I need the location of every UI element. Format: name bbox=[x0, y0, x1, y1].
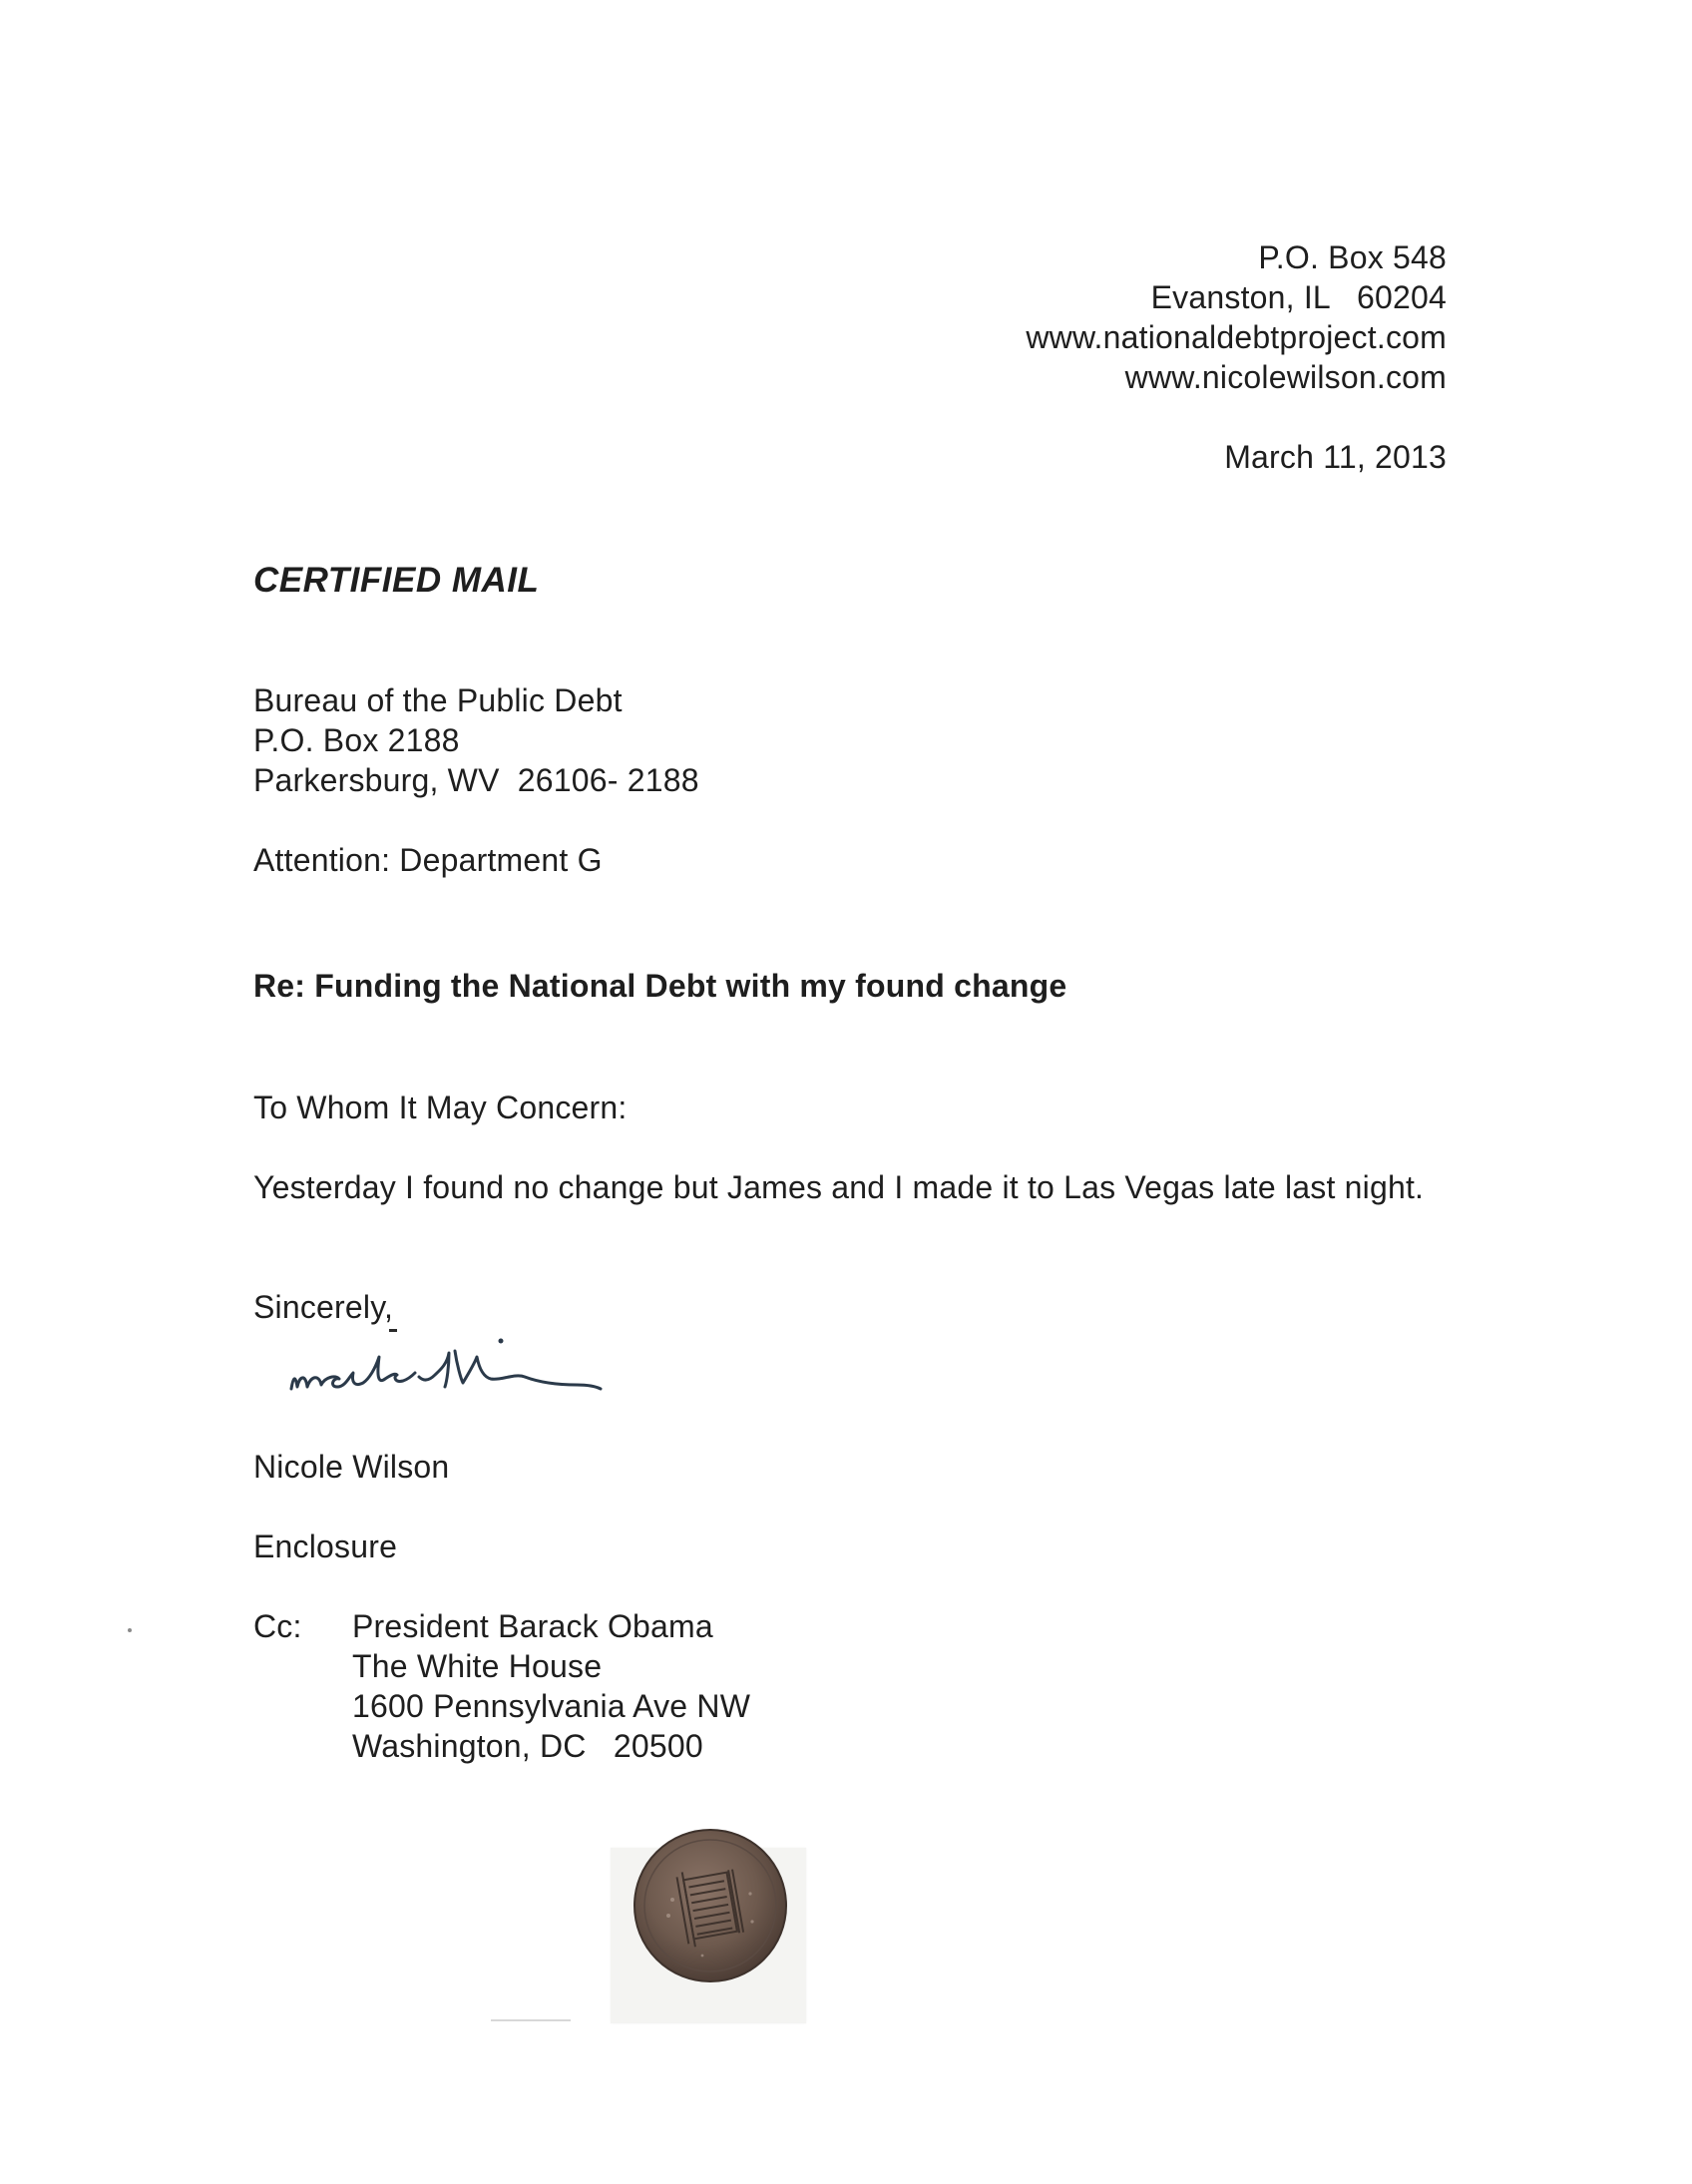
signer-name: Nicole Wilson bbox=[253, 1449, 450, 1485]
sender-line-po-box: P.O. Box 548 bbox=[1258, 239, 1447, 275]
certified-mail-heading: CERTIFIED MAIL bbox=[253, 561, 540, 600]
letter-date: March 11, 2013 bbox=[1224, 439, 1447, 475]
closing: Sincerely, bbox=[253, 1289, 394, 1325]
recipient-address bbox=[253, 680, 699, 800]
attention-line: Attention: Department G bbox=[253, 842, 603, 878]
handwritten-signature bbox=[279, 1317, 738, 1427]
cc-line-street: 1600 Pennsylvania Ave NW bbox=[352, 1688, 751, 1724]
scan-speck bbox=[128, 1628, 132, 1632]
sender-line-website-1: www.nationaldebtproject.com bbox=[1026, 319, 1447, 355]
penny-coin-image bbox=[633, 1828, 788, 1983]
recipient-line-po-box: P.O. Box 2188 bbox=[253, 722, 460, 758]
sender-line-website-2: www.nicolewilson.com bbox=[1124, 359, 1447, 395]
cc-label: Cc: bbox=[253, 1608, 302, 1644]
salutation: To Whom It May Concern: bbox=[253, 1090, 628, 1125]
recipient-line-city: Parkersburg, WV 26106- 2188 bbox=[253, 762, 699, 798]
cc-recipient bbox=[352, 1606, 750, 1766]
sender-line-city: Evanston, IL 60204 bbox=[1150, 279, 1447, 315]
enclosure-label: Enclosure bbox=[253, 1529, 398, 1564]
subject-line: Re: Funding the National Debt with my found change bbox=[253, 968, 1067, 1004]
sender-address bbox=[1026, 237, 1447, 397]
recipient-line-name: Bureau of the Public Debt bbox=[253, 682, 623, 718]
cc-line-name: President Barack Obama bbox=[352, 1608, 713, 1644]
cc-line-building: The White House bbox=[352, 1648, 603, 1684]
cc-line-city: Washington, DC 20500 bbox=[352, 1728, 703, 1764]
body-paragraph: Yesterday I found no change but James and I made it to Las Vegas late last night. bbox=[253, 1169, 1425, 1205]
scan-line-mark bbox=[491, 2019, 571, 2021]
